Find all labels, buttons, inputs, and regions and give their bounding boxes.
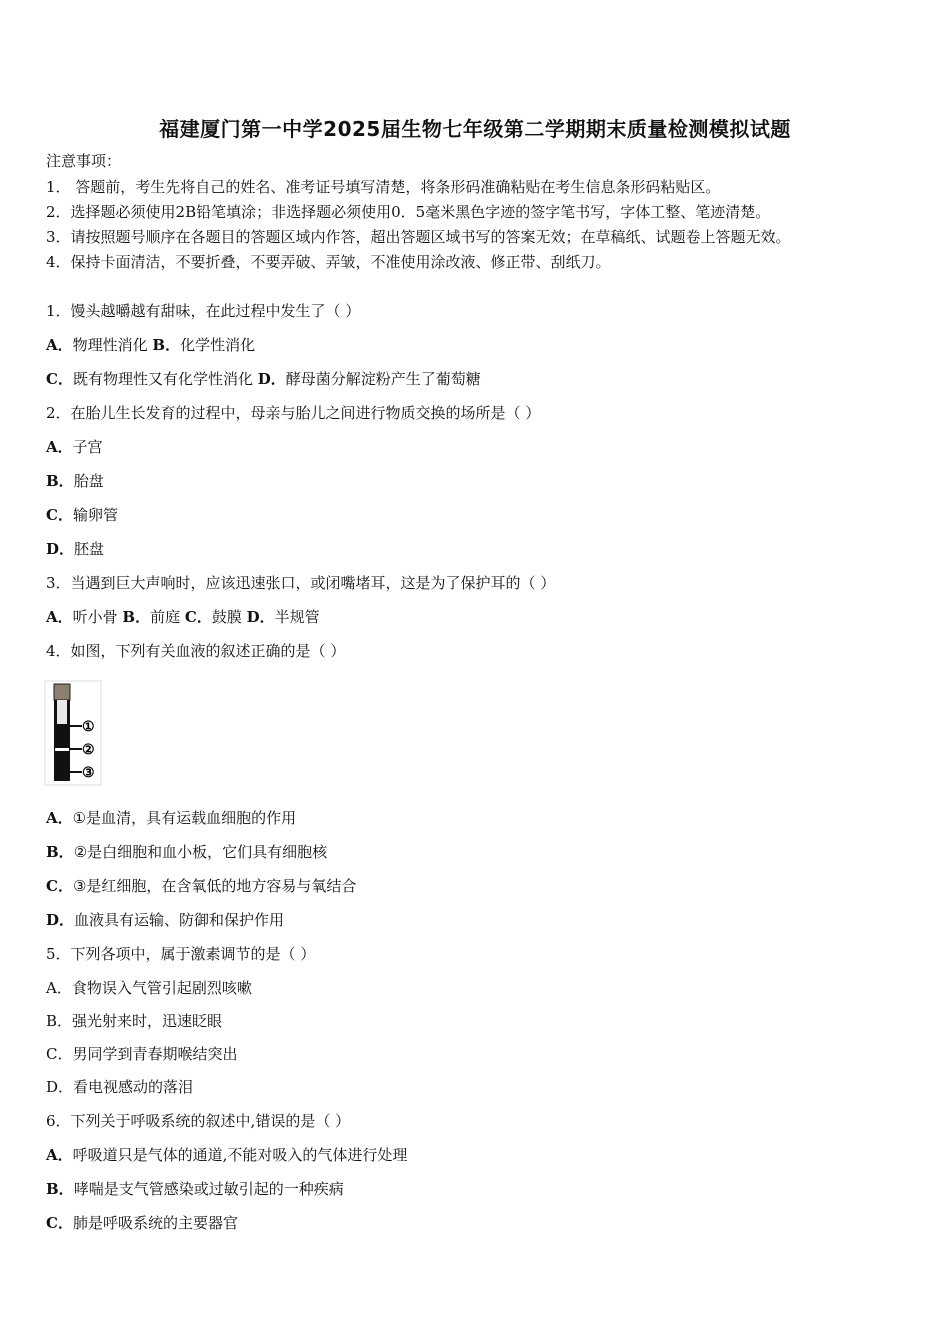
option-text: 化学性消化 [180,336,256,354]
figure-label-1: ① [82,719,95,735]
cell-layer-band [55,748,69,751]
figure-label-2: ② [82,742,95,758]
tube-cap [54,684,70,700]
option-text: B．强光射来时，迅速眨眼 [46,1012,223,1030]
option-row [46,437,103,457]
option-row [46,808,296,828]
option-text: 半规管 [274,608,320,626]
option-letter: A． [46,438,73,456]
option-text: 胎盘 [73,472,104,490]
blood-test-tube-figure [44,680,102,786]
question-stem: 3．当遇到巨大声响时，应该迅速张口，或闭嘴堵耳，这是为了保护耳的（ ） [46,574,556,592]
option-row [46,607,320,627]
option-text: 肺是呼吸系统的主要器官 [72,1214,238,1232]
option-row [46,876,356,896]
option-row [46,910,284,930]
option-letter: B． [46,843,74,861]
option-letter: B． [152,336,181,354]
option-text: ③是红细胞，在含氧低的地方容易与氧结合 [72,877,357,895]
option-text: 呼吸道只是气体的通道,不能对吸入的气体进行处理 [72,1146,408,1164]
option-text: ①是血清，具有运载血细胞的作用 [72,809,297,827]
option-letter: C． [46,506,73,524]
notice-item: 2．选择题必须使用2B铅笔填涂；非选择题必须使用0．5毫米黑色字迹的签字笔书写，字体工整、笔迹清楚。 [46,203,771,221]
option-text: 胚盘 [74,540,105,558]
option-text: 前庭 [150,608,185,626]
notice-heading: 注意事项： [46,152,122,170]
option-row [46,335,255,355]
option-letter: A． [46,336,73,354]
option-text: 鼓膜 [211,608,247,626]
notice-item: 3．请按照题号顺序在各题目的答题区域内作答，超出答题区域书写的答案无效；在草稿纸、试题卷上答题无效。 [46,228,791,246]
option-row [46,1179,344,1199]
question-stem: 2．在胎儿生长发育的过程中，母亲与胎儿之间进行物质交换的场所是（ ） [46,404,541,422]
option-row [46,539,104,559]
option-text: 输卵管 [72,506,118,524]
option-letter: C． [46,877,73,895]
option-text: 子宫 [72,438,103,456]
option-letter: C． [46,370,73,388]
option-letter: D． [46,540,75,558]
option-letter: C． [46,1214,73,1232]
option-row [46,1145,407,1165]
notice-item: 1． 答题前，考生先将自己的姓名、准考证号填写清楚，将条形码准确粘贴在考生信息条形码粘贴区。 [46,178,721,196]
option-letter: A． [46,809,73,827]
option-row [46,1213,238,1233]
option-text: 物理性消化 [72,336,153,354]
question-stem: 6．下列关于呼吸系统的叙述中,错误的是（ ） [46,1112,351,1130]
option-text: 酵母菌分解淀粉产生了葡萄糖 [285,370,481,388]
option-row [46,505,118,525]
option-letter: D． [257,370,286,388]
option-letter: B． [46,472,74,490]
option-letter: A． [46,1146,73,1164]
option-letter: C． [184,608,212,626]
figure-label-3: ③ [82,765,95,781]
option-text: A．食物误入气管引起剧烈咳嗽 [46,979,252,997]
option-text: 哮喘是支气管感染或过敏引起的一种疾病 [73,1180,344,1198]
option-text: ②是白细胞和血小板，它们具有细胞核 [73,843,328,861]
option-letter: B． [46,1180,74,1198]
option-row [46,1011,222,1031]
option-row [46,1077,193,1097]
question-stem: 5．下列各项中，属于激素调节的是（ ） [46,945,316,963]
option-letter: A． [46,608,73,626]
option-text: 听小骨 [72,608,123,626]
option-text: D．看电视感动的落泪 [46,1078,194,1096]
option-letter: D． [46,911,75,929]
option-text: 既有物理性又有化学性消化 [72,370,258,388]
question-stem: 1．馒头越嚼越有甜味，在此过程中发生了（ ） [46,302,361,320]
option-row [46,978,252,998]
option-row [46,1044,237,1064]
option-letter: B． [122,608,151,626]
option-row [46,369,481,389]
option-letter: D． [246,608,275,626]
option-text: C．男同学到青春期喉结突出 [46,1045,238,1063]
exam-title: 福建厦门第一中学2025届生物七年级第二学期期末质量检测模拟试题 [159,117,791,141]
option-row [46,471,104,491]
notice-item: 4．保持卡面清洁，不要折叠，不要弄破、弄皱，不准使用涂改液、修正带、刮纸刀。 [46,253,611,271]
option-row [46,842,327,862]
question-stem: 4．如图，下列有关血液的叙述正确的是（ ） [46,642,346,660]
option-text: 血液具有运输、防御和保护作用 [74,911,285,929]
plasma-layer [57,700,67,724]
